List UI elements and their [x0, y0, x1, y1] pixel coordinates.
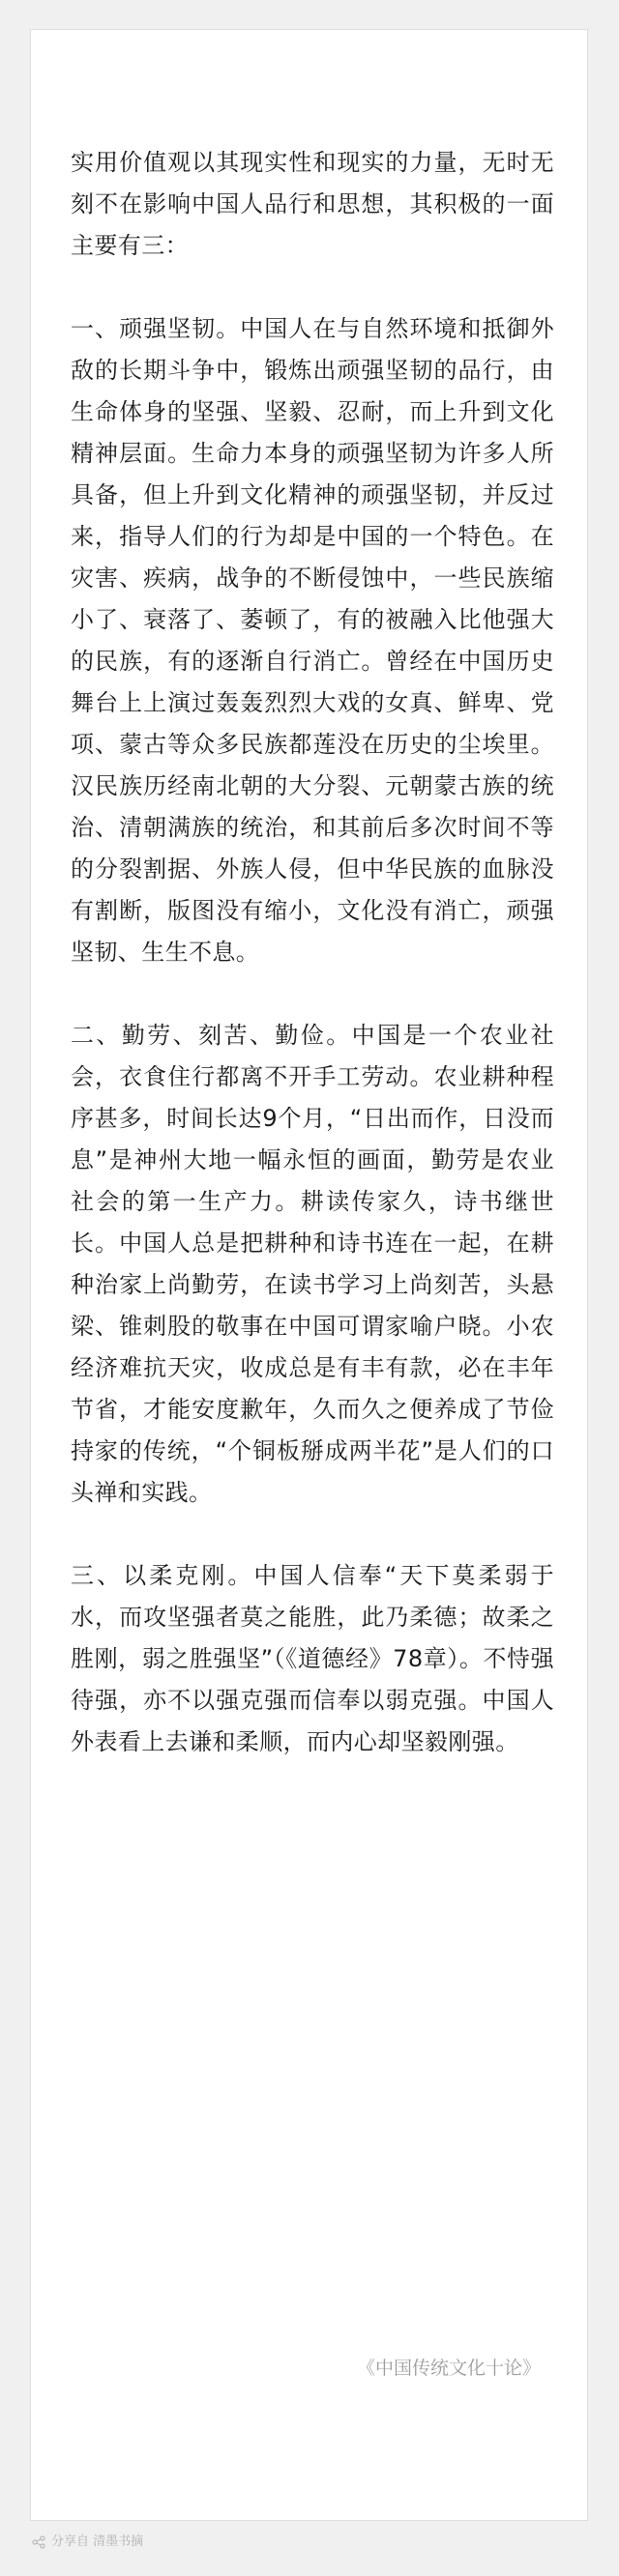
- article-paragraph-3: 三、以柔克刚。中国人信奉“天下莫柔弱于水，而攻坚强者莫之能胜，此乃柔德；故柔之胜刚，弱之胜强坚”（《道德经》78章）。不恃强待强，亦不以强克强而信奉以弱克强。中国人外表看上去谦和柔顺，而内心却坚毅刚强。: [71, 1562, 554, 1755]
- article-paragraph-2: 二、勤劳、刻苦、勤俭。中国是一个农业社会，衣食住行都离不开手工劳动。农业耕种程序甚多，时间长达9个月，“日出而作，日没而息”是神州大地一幅永恒的画面，勤劳是农业社会的第一生产力。耕读传家久，诗书继世长。中国人总是把耕种和诗书连在一起，在耕种治家上尚勤劳，在读书学习上尚刻苦，头悬梁、锥刺股的敬事在中国可谓家喻户晓。小农经济难抗天灾，收成总是有丰有款，必在丰年节省，才能安度歉年，久而久之便养成了节俭持家的传统，“个铜板掰成两半花”是人们的口头禅和实践。: [71, 1022, 554, 1506]
- article-card: [30, 29, 588, 2521]
- article-paragraph-1: 一、顽强坚韧。中国人在与自然环境和抵御外敌的长期斗争中，锻炼出顽强坚韧的品行，由生命体身的坚强、坚毅、忍耐，而上升到文化精神层面。生命力本身的顽强坚韧为许多人所具备，但上升到文化精神的顽强坚韧，并反过来，指导人们的行为却是中国的一个特色。在灾害、疾病，战争的不断侵蚀中，一些民族缩小了、衰落了、萎顿了，有的被融入比他强大的民族，有的逐渐自行消亡。曾经在中国历史舞台上上演过轰轰烈烈大戏的女真、鲜卑、党项、蒙古等众多民族都莲没在历史的尘埃里。汉民族历经南北朝的大分裂、元朝蒙古族的统治、清朝满族的统治，和其前后多次时间不等的分裂割据、外族人侵，但中华民族的血脉没有割断，版图没有缩小，文化没有消亡，顽强坚韧、生生不息。: [71, 315, 554, 966]
- article-intro: 实用价值观以其现实性和现实的力量，无时无刻不在影响中国人品行和思想，其积极的一面主要有三：: [71, 149, 554, 259]
- article-source: 《中国传统文化十论》: [356, 2358, 541, 2379]
- share-icon: [32, 2535, 45, 2549]
- article-body: [71, 142, 554, 1805]
- share-label: 分享自 清墨书摘: [51, 2534, 144, 2549]
- share-footer[interactable]: [32, 2534, 143, 2550]
